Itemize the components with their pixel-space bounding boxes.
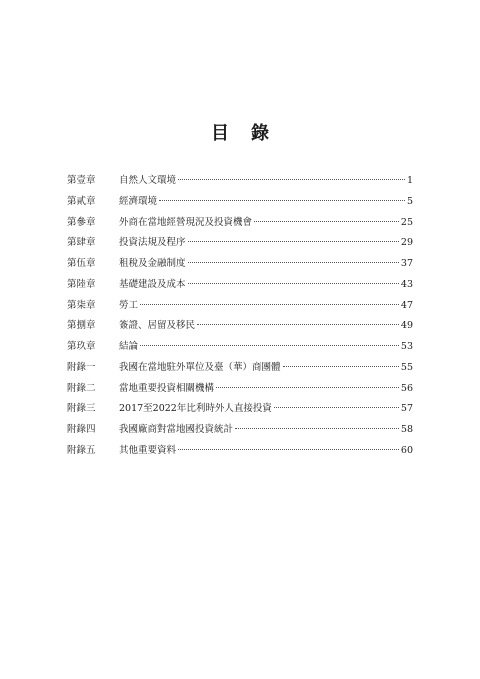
toc-page-number: 1 <box>406 175 413 186</box>
toc-chapter-title: 自然人文環境 <box>119 175 177 186</box>
toc-chapter-title: 外商在當地經營現況及投資機會 <box>119 216 253 228</box>
toc-leader-dots <box>283 366 399 367</box>
toc-entry[interactable] <box>67 337 413 358</box>
toc-entry[interactable] <box>67 379 413 400</box>
title-char-1: 目 <box>211 123 229 144</box>
toc-entry[interactable] <box>67 254 413 275</box>
toc-chapter-title: 簽證、居留及移民 <box>119 320 196 332</box>
toc-leader-dots <box>188 283 399 284</box>
toc-appendix-label: 附錄四 <box>67 424 96 435</box>
toc-page-number: 56 <box>400 382 413 394</box>
toc-entry[interactable] <box>67 441 413 462</box>
toc-chapter-title: 投資法規及程序 <box>119 237 186 249</box>
toc-leader-dots <box>140 345 399 346</box>
toc-appendix-title: 2017至2022年比利時外人直接投資 <box>119 403 272 415</box>
toc-leader-dots <box>254 221 399 222</box>
toc-leader-dots <box>235 428 399 429</box>
toc-leader-dots <box>188 241 399 242</box>
toc-chapter-label: 第參章 <box>67 216 96 228</box>
toc-page-number: 29 <box>400 237 413 249</box>
toc-appendix-title: 當地重要投資相關機構 <box>119 382 215 394</box>
toc-chapter-label: 第貳章 <box>67 195 96 207</box>
toc-entry[interactable] <box>67 358 413 379</box>
toc-chapter-title: 基礎建設及成本 <box>119 278 186 290</box>
toc-chapter-label: 第壹章 <box>67 175 96 186</box>
toc-appendix-label: 附錄一 <box>67 361 96 373</box>
toc-chapter-label: 第肆章 <box>67 237 96 249</box>
toc-entry[interactable] <box>67 316 413 337</box>
toc-page-number: 55 <box>400 361 413 373</box>
table-of-contents <box>67 171 413 462</box>
toc-entry[interactable] <box>67 296 413 317</box>
toc-leader-dots <box>216 387 399 388</box>
toc-chapter-label: 第伍章 <box>67 258 96 269</box>
toc-leader-dots <box>178 449 399 450</box>
toc-leader-dots <box>274 407 399 408</box>
toc-leader-dots <box>197 324 399 325</box>
toc-entry[interactable] <box>67 213 413 234</box>
toc-entry[interactable] <box>67 192 413 213</box>
toc-page-number: 37 <box>400 258 413 269</box>
toc-entry[interactable] <box>67 275 413 296</box>
toc-appendix-title: 其他重要資料 <box>119 444 177 456</box>
toc-chapter-title: 租稅及金融制度 <box>119 258 186 269</box>
toc-page-number: 60 <box>400 444 413 456</box>
toc-leader-dots <box>140 304 399 305</box>
page-title <box>0 119 480 145</box>
toc-appendix-title: 我國廠商對當地國投資統計 <box>119 424 234 435</box>
toc-chapter-label: 第柒章 <box>67 299 96 311</box>
toc-entry[interactable] <box>67 171 413 192</box>
toc-appendix-label: 附錄三 <box>67 403 96 415</box>
toc-page-number: 58 <box>400 424 413 435</box>
toc-page-number: 43 <box>400 278 413 290</box>
toc-entry[interactable] <box>67 399 413 420</box>
toc-appendix-label: 附錄五 <box>67 444 96 456</box>
toc-leader-dots <box>159 200 405 201</box>
toc-chapter-title: 勞工 <box>119 299 139 311</box>
toc-chapter-title: 結論 <box>119 341 139 352</box>
toc-entry[interactable] <box>67 233 413 254</box>
toc-page-number: 47 <box>400 299 413 311</box>
toc-chapter-title: 經濟環境 <box>119 195 158 207</box>
toc-chapter-label: 第捌章 <box>67 320 96 332</box>
toc-leader-dots <box>178 179 405 180</box>
toc-appendix-label: 附錄二 <box>67 382 96 394</box>
toc-page-number: 57 <box>400 403 413 415</box>
toc-page-number: 49 <box>400 320 413 332</box>
toc-page-number: 5 <box>406 195 413 207</box>
toc-chapter-label: 第玖章 <box>67 341 96 352</box>
toc-chapter-label: 第陸章 <box>67 278 96 290</box>
toc-appendix-title: 我國在當地駐外單位及臺（華）商團體 <box>119 361 281 373</box>
toc-page-number: 25 <box>400 216 413 228</box>
toc-page-number: 53 <box>400 341 413 352</box>
title-char-2: 錄 <box>251 123 269 144</box>
toc-leader-dots <box>188 262 399 263</box>
toc-entry[interactable] <box>67 420 413 441</box>
